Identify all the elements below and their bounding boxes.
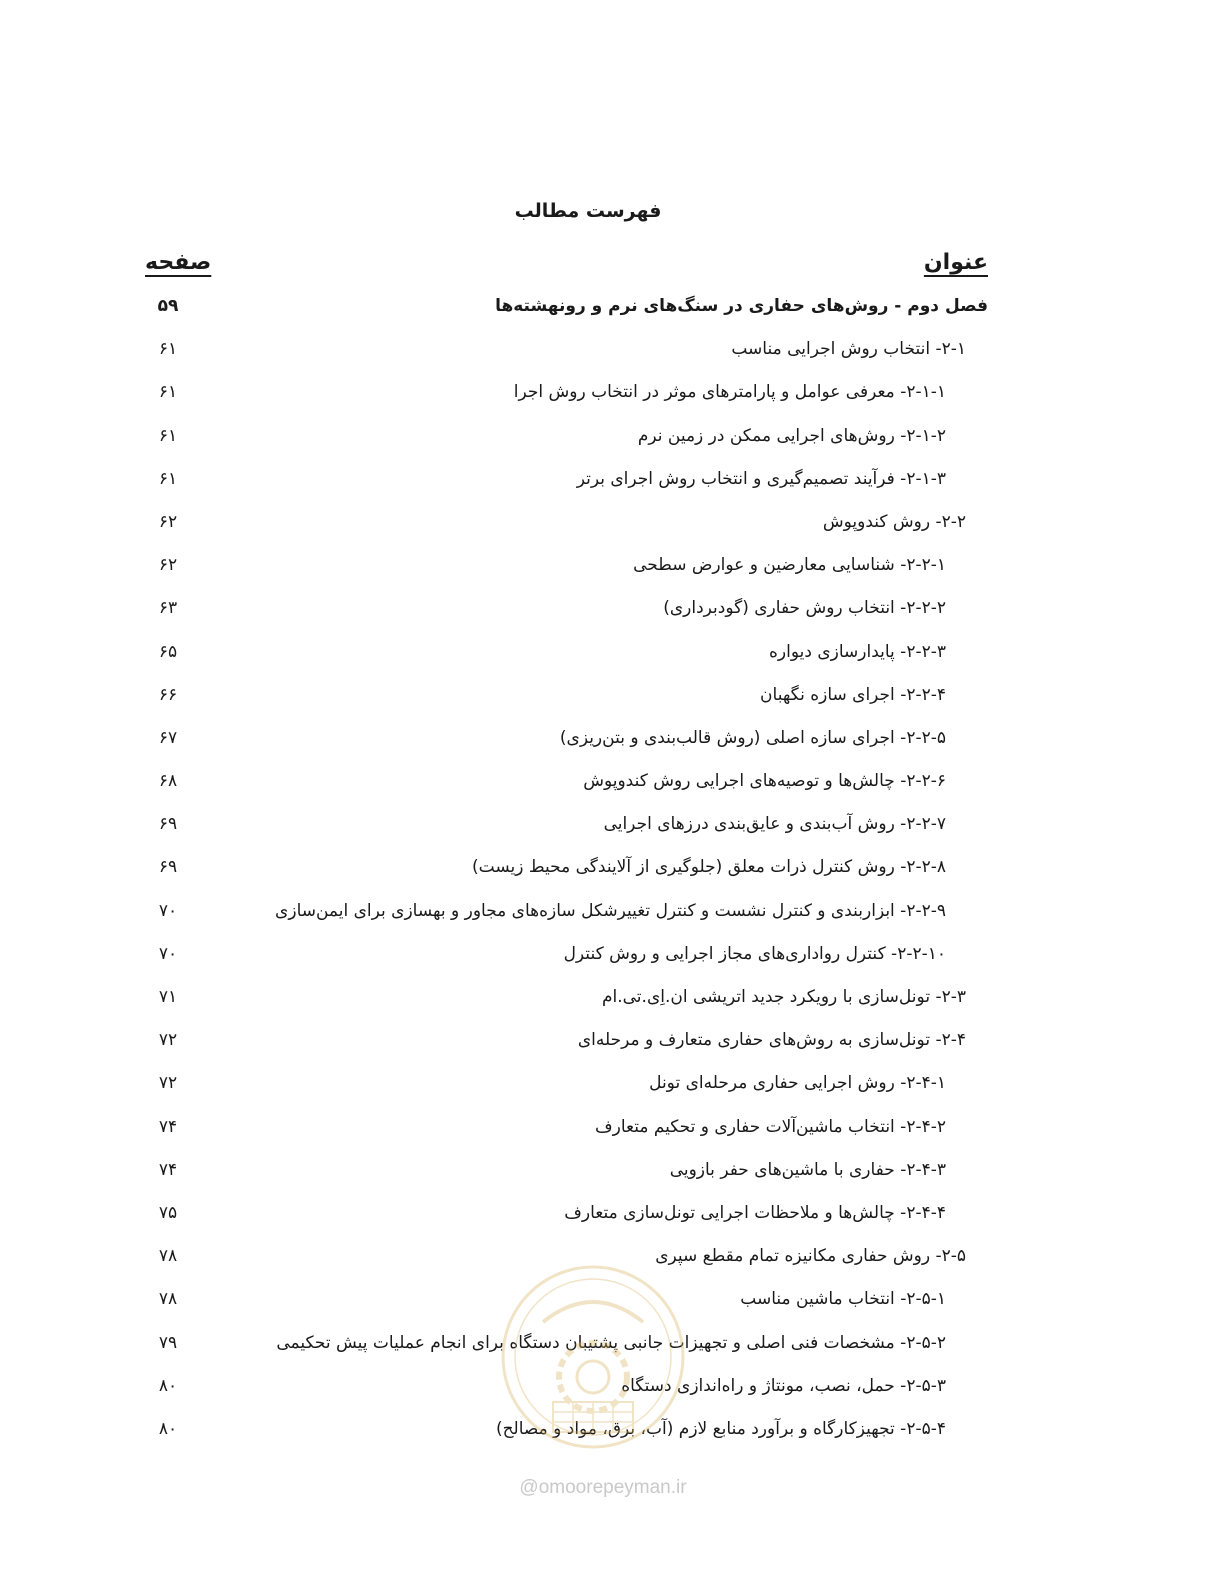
toc-entry-title: ۲-۲-۹- ابزاربندی و کنترل نشست و کنترل تغییرشکل سازه‌های مجاور و بهسازی برای ایمن‌سازی [275,900,946,921]
column-header-title: عنوان [923,250,988,275]
toc-row [0,461,1224,504]
toc-entry-title: ۲-۵-۳- حمل، نصب، مونتاژ و راه‌اندازی دستگاه [621,1375,946,1396]
toc-row [0,720,1224,763]
toc-entry-page: ۷۸ [158,1246,178,1267]
toc-entry-title: ۲-۵-۴- تجهیزکارگاه و برآورد منابع لازم (آب، برق، مواد و مصالح) [495,1418,946,1439]
toc-entry-page: ۷۹ [158,1332,178,1353]
toc-row [0,288,1224,331]
toc-row [0,331,1224,374]
toc-entry-title: ۲-۱-۱- معرفی عوامل و پارامترهای موثر در انتخاب روش اجرا [513,382,946,403]
toc-entry-title: ۲-۲-۶- چالش‌ها و توصیه‌های اجرایی روش کندوپوش [583,771,946,792]
toc-entry-title: ۲-۴-۳- حفاری با ماشین‌های حفر بازویی [669,1159,946,1180]
toc-entry-title: ۲-۲-۳- پایدارسازی دیواره [769,641,946,662]
toc-entry-title: ۲-۲-۲- انتخاب روش حفاری (گودبرداری) [663,598,946,619]
toc-row [0,677,1224,720]
toc-row [0,1022,1224,1065]
page-title: فهرست مطالب [514,200,662,222]
toc-entry-title: ۲-۴-۱- روش اجرایی حفاری مرحله‌ای تونل [649,1073,946,1094]
toc-entry-title: ۲-۲-۷- روش آب‌بندی و عایق‌بندی درزهای اجرایی [603,814,946,835]
at-icon: @ [519,1477,539,1498]
toc-row [0,547,1224,590]
toc-entry-page: ۷۲ [158,1073,178,1094]
toc-entry-page: ۷۱ [158,987,178,1007]
toc-entry-title: ۲-۲-۱- شناسایی معارضین و عوارض سطحی [633,555,946,576]
toc-row [0,1109,1224,1152]
toc-entry-title: ۲-۲-۴- اجرای سازه نگهبان [760,684,946,705]
toc-entry-page: ۷۵ [158,1202,178,1223]
toc-entry-title: ۲-۴- تونل‌سازی به روش‌های حفاری متعارف و مرحله‌ای [577,1030,966,1051]
toc-entry-page: ۶۶ [158,684,178,705]
toc-entry-title: ۲-۱- انتخاب روش اجرایی مناسب [731,339,966,360]
toc-row [0,1195,1224,1238]
toc-row [0,849,1224,892]
logo-seal-icon [498,1262,688,1452]
toc-entry-title: ۲-۴-۴- چالش‌ها و ملاحظات اجرایی تونل‌سازی متعارف [564,1202,946,1223]
toc-entry-page: ۶۹ [158,814,178,835]
toc-entry-page: ۶۳ [158,598,178,619]
toc-entry-page: ۶۱ [158,382,178,403]
toc-entry-title: ۲-۳- تونل‌سازی با رویکرد جدید اتریشی ان.اِی.تی.ام [601,987,966,1007]
column-header-page: صفحه [145,250,212,275]
toc-entry-title: فصل دوم - روش‌های حفاری در سنگ‌های نرم و رونهشته‌ها [495,296,988,316]
toc-entry-title: ۲-۵-۱- انتخاب ماشین مناسب [740,1289,946,1310]
toc-entry-page: ۶۵ [158,641,178,662]
toc-entry-page: ۶۱ [158,468,178,489]
toc-row [0,936,1224,979]
toc-entry-page: ۷۰ [158,900,178,921]
toc-entry-title: ۲-۲- روش کندوپوش [822,511,966,532]
toc-entry-title: ۲-۲-۵- اجرای سازه اصلی (روش قالب‌بندی و بتن‌ریزی) [559,727,946,748]
toc-entry-page: ۷۲ [158,1030,178,1051]
toc-entry-page: ۷۴ [158,1116,178,1137]
toc-entry-page: ۶۲ [158,555,178,576]
toc-entry-page: ۶۸ [158,771,178,792]
toc-entry-title: ۲-۴-۲- انتخاب ماشین‌آلات حفاری و تحکیم متعارف [595,1116,946,1137]
watermark-url: @omoorepeyman.ir [519,1477,687,1498]
toc-row [0,806,1224,849]
toc-entry-title: ۲-۱-۳- فرآیند تصمیم‌گیری و انتخاب روش اجرای برتر [576,468,946,489]
toc-entry-title: ۲-۵- روش حفاری مکانیزه تمام مقطع سپری [655,1246,966,1267]
toc-row [0,374,1224,417]
toc-row [0,590,1224,633]
toc-row [0,504,1224,547]
toc-entry-page: ۷۸ [158,1289,178,1310]
toc-entry-page: ۶۲ [158,511,178,532]
toc-entry-page: ۶۱ [158,339,178,360]
toc-row [0,979,1224,1022]
toc-entry-page: ۷۴ [158,1159,178,1180]
toc-entry-title: ۲-۲-۱۰- کنترل رواداری‌های مجاز اجرایی و روش کنترل [563,943,946,964]
toc-row [0,634,1224,677]
toc-row [0,1065,1224,1108]
toc-row [0,763,1224,806]
toc-row [0,418,1224,461]
toc-entry-page: ۸۰ [158,1375,178,1396]
toc-entry-title: ۲-۱-۲- روش‌های اجرایی ممکن در زمین نرم [637,425,946,446]
toc-entry-title: ۲-۲-۸- روش کنترل ذرات معلق (جلوگیری از آلایندگی محیط زیست) [472,857,946,878]
toc-entry-page: ۸۰ [158,1418,178,1439]
toc-entry-title: ۲-۵-۲- مشخصات فنی اصلی و تجهیزات جانبی پشتیبان دستگاه برای انجام عملیات پیش تحکیمی [276,1332,946,1353]
toc-entry-page: ۶۹ [158,857,178,878]
toc-entry-page: ۶۱ [158,425,178,446]
toc-entry-page: ۷۰ [158,943,178,964]
toc-row [0,893,1224,936]
toc-entry-page: ۶۷ [158,727,178,748]
toc-entry-page: ۵۹ [157,296,179,316]
toc-row [0,1152,1224,1195]
